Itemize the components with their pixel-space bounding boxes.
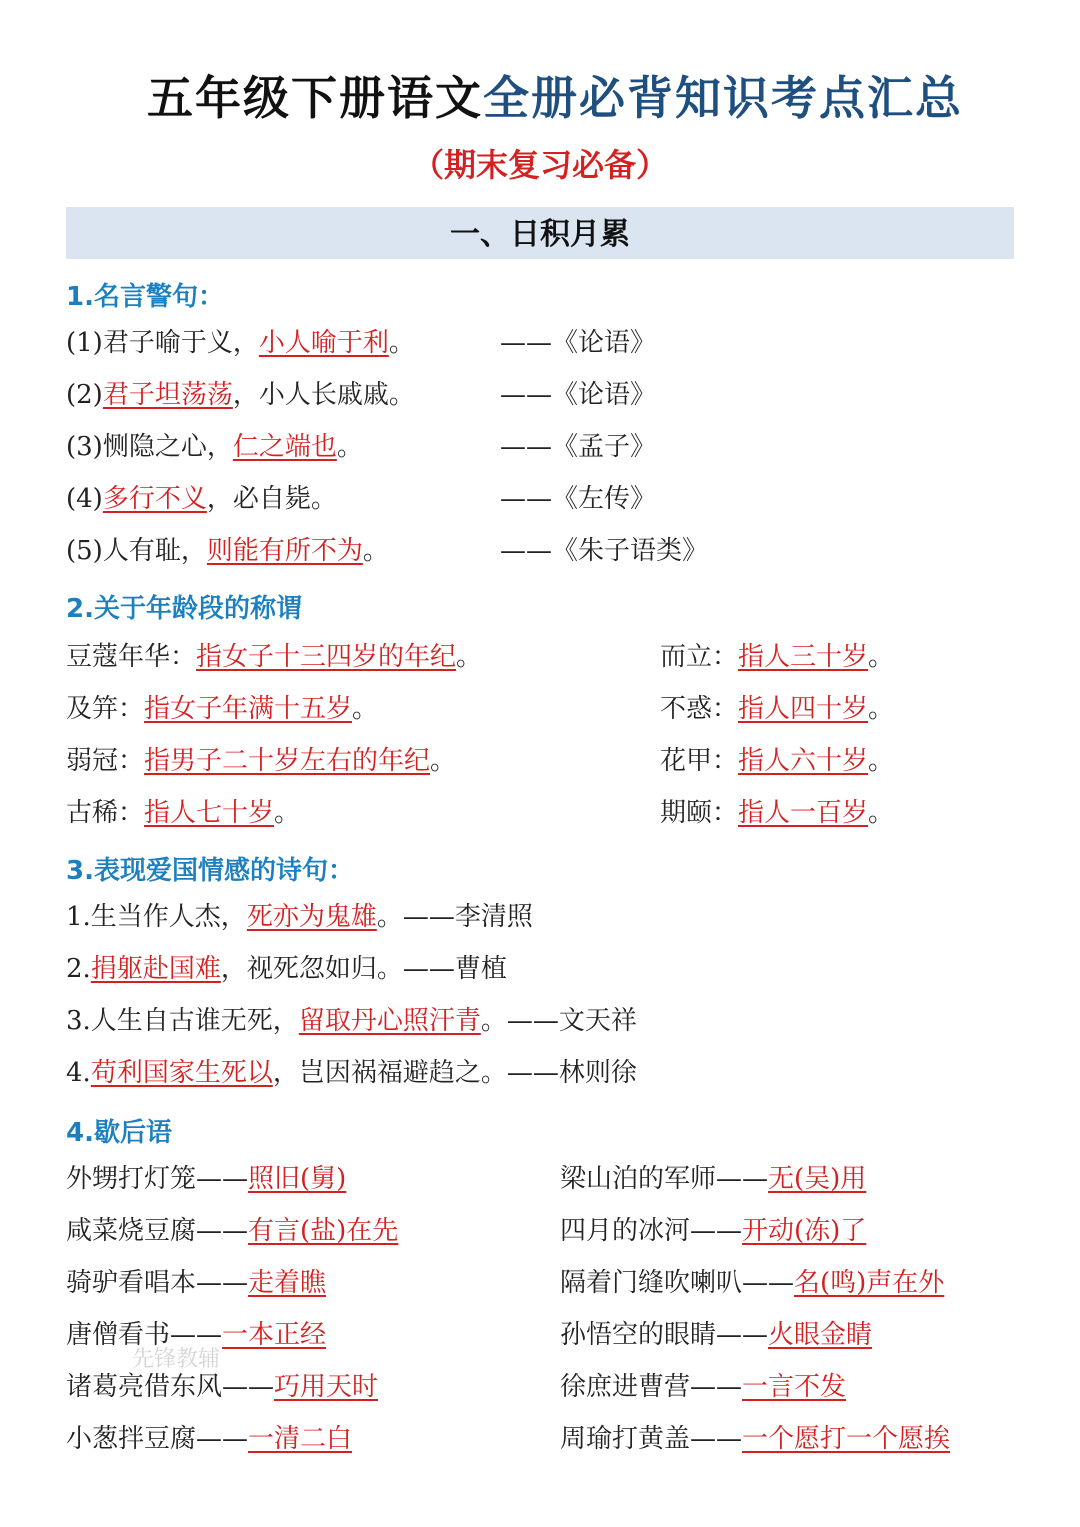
answer-text: 多行不义 [102,484,207,514]
answer-text: 火眼金睛 [768,1320,873,1350]
line-text: 3.人生自古谁无死， [66,1006,299,1036]
line-text: 。 [352,694,379,724]
answer-text: 留取丹心照汗青 [298,1006,481,1036]
quote-line [66,325,415,361]
quote-line [66,533,389,569]
line-text: 4. [66,1058,91,1088]
answer-text: 死亦为鬼雄 [246,902,377,932]
poem-line [66,899,533,935]
line-text: ，小人长戚戚。 [232,380,415,410]
subsection-heading-4: 4.歇后语 [66,1118,172,1148]
line-text: 。 [456,642,483,672]
answer-text: 照旧(舅) [248,1164,347,1194]
age-term-line [66,639,482,675]
xiehouyu-line [560,1161,866,1197]
subsection-heading-3: 3.表现爱国情感的诗句： [66,856,354,886]
answer-text: 苟利国家生死以 [90,1058,273,1088]
line-text: 。 [362,536,389,566]
watermark: 先锋教辅 [132,1347,221,1372]
line-text: (1)君子喻于义， [66,328,259,358]
line-text: 徐庶进曹营—— [560,1372,743,1402]
answer-text: 则能有所不为 [206,536,363,566]
xiehouyu-line [66,1369,378,1405]
answer-text: 小人喻于利 [258,328,389,358]
quote-source: ——《论语》 [500,328,657,358]
xiehouyu-line [66,1265,326,1301]
line-text: (5)人有耻， [66,536,207,566]
age-term-line [660,743,894,779]
answer-text: 开动(冻)了 [742,1216,867,1246]
line-text: 花甲： [660,746,739,776]
line-text: ，岂因祸福避趋之。——林则徐 [272,1058,637,1088]
answer-text: 巧用天时 [274,1372,379,1402]
line-text: 四月的冰河—— [560,1216,743,1246]
line-text: (4) [66,484,103,514]
line-text: (2) [66,380,103,410]
line-text: 隔着门缝吹喇叭—— [560,1268,795,1298]
line-text: 外甥打灯笼—— [66,1164,249,1194]
answer-text: 指女子十三四岁的年纪 [196,642,457,672]
line-text: 骑驴看唱本—— [66,1268,249,1298]
line-text: 。——李清照 [376,902,533,932]
line-text: 。 [868,798,895,828]
quote-line [66,429,363,465]
xiehouyu-line [560,1213,866,1249]
line-text: 。 [274,798,301,828]
answer-text: 一言不发 [742,1372,847,1402]
page-subtitle: （期末复习必备） [411,146,668,184]
line-text: 周瑜打黄盖—— [560,1424,743,1454]
answer-text: 一清二白 [248,1424,353,1454]
answer-text: 指人七十岁 [144,798,275,828]
quote-source: ——《孟子》 [500,432,657,462]
quote-line [66,377,415,413]
line-text: 小葱拌豆腐—— [66,1424,249,1454]
answer-text: 一个愿打一个愿挨 [742,1424,951,1454]
age-term-line [66,743,456,779]
line-text: 及笄： [66,694,145,724]
line-text: 而立： [660,642,739,672]
poem-line [66,1003,637,1039]
answer-text: 一本正经 [222,1320,327,1350]
line-text: 古稀： [66,798,145,828]
answer-text: 有言(盐)在先 [248,1216,399,1246]
line-text: 。 [868,746,895,776]
xiehouyu-line [66,1421,352,1457]
line-text: 。 [336,432,363,462]
answer-text: 指男子二十岁左右的年纪 [144,746,431,776]
line-text: 。——文天祥 [480,1006,637,1036]
quote-line [66,481,337,517]
section-header [66,207,1014,259]
answer-text: 无(吴)用 [768,1164,867,1194]
xiehouyu-line [560,1369,846,1405]
xiehouyu-line [560,1421,950,1457]
line-text: 诸葛亮借东风—— [66,1372,275,1402]
answer-text: 指人一百岁 [738,798,869,828]
line-text: 。 [430,746,457,776]
answer-text: 捐躯赴国难 [90,954,221,984]
answer-text: 指人四十岁 [738,694,869,724]
line-text: 期颐： [660,798,739,828]
xiehouyu-line [66,1161,346,1197]
line-text: 2. [66,954,91,984]
xiehouyu-line [560,1265,944,1301]
line-text: 唐僧看书—— [66,1320,223,1350]
line-text: ，视死忽如归。——曹植 [220,954,507,984]
line-text: 。 [868,694,895,724]
xiehouyu-line [66,1213,398,1249]
poem-line [66,951,507,987]
line-text: ，必自毙。 [206,484,337,514]
subsection-heading-2: 2.关于年龄段的称谓 [66,594,302,624]
answer-text: 名(鸣)声在外 [794,1268,945,1298]
age-term-line [66,691,378,727]
quote-source: ——《朱子语类》 [500,536,709,566]
line-text: 孙悟空的眼睛—— [560,1320,769,1350]
answer-text: 走着瞧 [248,1268,327,1298]
line-text: 。 [388,328,415,358]
section-title: 一、日积月累 [450,217,630,252]
line-text: 梁山泊的军师—— [560,1164,769,1194]
answer-text: 指人六十岁 [738,746,869,776]
line-text: (3)恻隐之心， [66,432,233,462]
line-text: 。 [868,642,895,672]
subsection-heading-1: 1.名言警句： [66,282,224,312]
age-term-line [660,795,894,831]
line-text: 1.生当作人杰， [66,902,247,932]
age-term-line [66,795,300,831]
line-text: 弱冠： [66,746,145,776]
answer-text: 指人三十岁 [738,642,869,672]
answer-text: 仁之端也 [232,432,337,462]
title-part-2: 全册必背知识考点汇总 [483,71,963,125]
quote-source: ——《论语》 [500,380,657,410]
line-text: 咸菜烧豆腐—— [66,1216,249,1246]
answer-text: 君子坦荡荡 [102,380,233,410]
poem-line [66,1055,637,1091]
line-text: 豆蔻年华： [66,642,197,672]
answer-text: 指女子年满十五岁 [144,694,353,724]
quote-source: ——《左传》 [500,484,657,514]
xiehouyu-line [560,1317,872,1353]
title-part-1: 五年级下册语文 [147,71,483,125]
age-term-line [660,639,894,675]
page-title [0,62,1080,128]
line-text: 不惑： [660,694,739,724]
age-term-line [660,691,894,727]
